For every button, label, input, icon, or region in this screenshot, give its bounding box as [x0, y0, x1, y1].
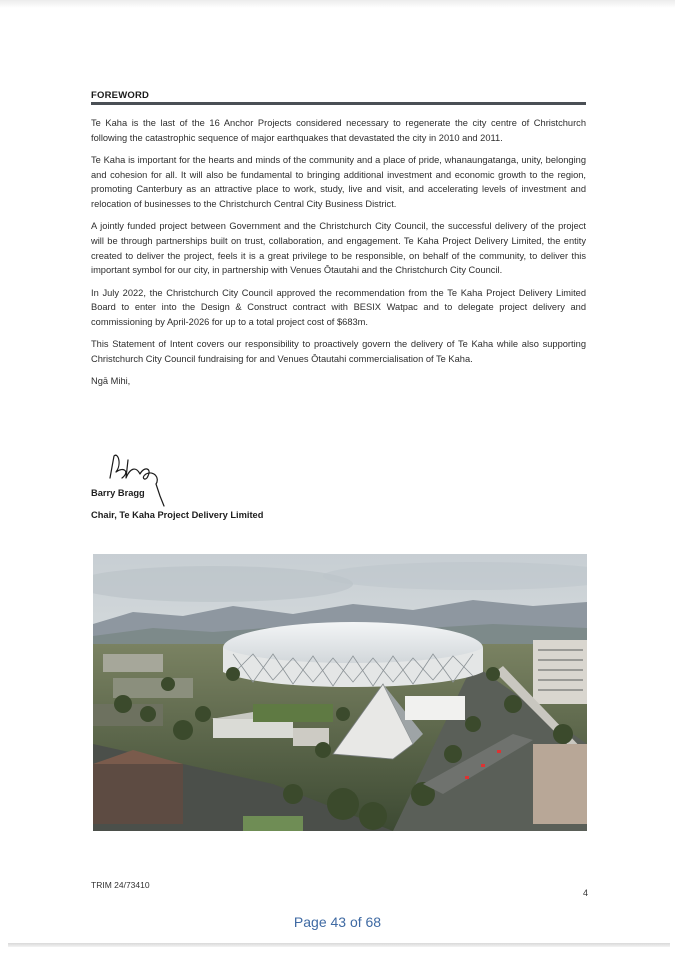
page-footer: Page 43 of 68 — [293, 914, 382, 930]
stadium-render-image — [93, 554, 587, 831]
paragraph-2: Te Kaha is important for the hearts and minds of the community and a place of pride, whanaungatanga, unity, belonging and cohesion for all. It will also be fundamental to bringing additional investment and economic growth to the region, promoting Canterbury as an attractive place to work, study, live and visit, and accelerating levels of investment and relocation of businesses to the Christchurch Central City Business District. — [91, 154, 586, 210]
signer-title: Chair, Te Kaha Project Delivery Limited — [91, 510, 264, 520]
foreword-body — [91, 116, 586, 396]
page-number: 4 — [583, 888, 589, 898]
signer-name: Barry Bragg — [91, 488, 145, 498]
section-heading: FOREWORD — [91, 90, 150, 101]
trim-reference: TRIM 24/73410 — [91, 880, 150, 890]
page-bottom-edge — [8, 943, 670, 947]
paragraph-1: Te Kaha is the last of the 16 Anchor Projects considered necessary to regenerate the city centre of Christchurch following the catastrophic sequence of major earthquakes that devastated the city in 2010 and 2011. — [91, 118, 586, 143]
heading-rule — [91, 102, 586, 105]
paragraph-3: A jointly funded project between Government and the Christchurch City Council, the successful delivery of the project will be through partnerships built on trust, collaboration, and engagement. Te Kaha Project Delivery Limited, the entity created to deliver the project, feels it is a great privilege to be responsible, on behalf of the community, to deliver this important symbol for our city, in partnership with Venues Ōtautahi and the Christchurch City Council. — [91, 221, 586, 276]
closing-salutation: Ngā Mihi, — [91, 376, 131, 387]
paragraph-5: This Statement of Intent covers our responsibility to proactively govern the delivery of Te Kaha while also supporting Christchurch City Council fundraising for and Venues Ōtautahi commercialisation of Te Kaha. — [91, 339, 586, 364]
paragraph-4: In July 2022, the Christchurch City Council approved the recommendation from the Te Kaha Project Delivery Limited Board to enter into the Design & Construct contract with BESIX Watpac and to delegate project delivery and commissioning by April-2026 for up to a total project cost of $683m. — [91, 287, 586, 327]
page-top-edge — [0, 0, 675, 8]
